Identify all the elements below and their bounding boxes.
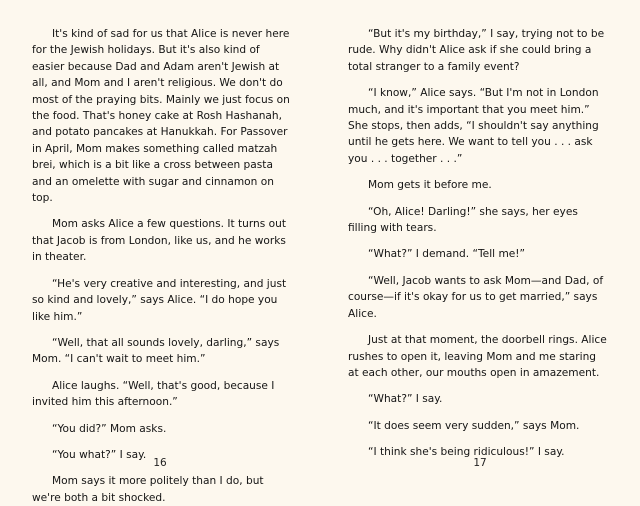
paragraph: “What?” I say. <box>368 393 443 406</box>
paragraph: Mom says it more politely than I do, but we're both a bit shocked. <box>32 475 264 504</box>
paragraph: “You did?” Mom asks. <box>52 422 167 435</box>
paragraph: “It does seem very sudden,” says Mom. <box>368 419 580 432</box>
paragraph: “He's very creative and interesting, and just so kind and lovely,” says Alice. “I do hope you like him.” <box>32 277 287 323</box>
paragraph: Just at that moment, the doorbell rings. Alice rushes to open it, leaving Mom and me staring at each other, our mouths open in amazement. <box>348 334 607 379</box>
paragraph: It's kind of sad for us that Alice is never here for the Jewish holidays. But it's also kind of easier because Dad and Adam aren't Jewish at all, and Mom and I aren't religious. We don't do most of the praying bits. Mainly we just focus on the food. That's honey cake at Rosh Hashanah, and potato pancakes at Hanukkah. For Passover in April, Mom makes something called matzah brei, which is a bit like a cross between pasta and an omelette with sugar and cinnamon on top. <box>32 28 290 205</box>
paragraph: Mom asks Alice a few questions. It turns out that Jacob is from London, like us, and he works in theater. <box>32 218 286 264</box>
paragraph: “What?” I demand. “Tell me!” <box>368 248 526 261</box>
paragraph: “I think she's being ridiculous!” I say. <box>368 446 565 459</box>
paragraph: “But it's my birthday,” I say, trying not to be rude. Why didn't Alice ask if she could bring a total stranger to a family event? <box>348 28 605 73</box>
paragraph: Alice laughs. “Well, that's good, because I invited him this afternoon.” <box>32 379 275 409</box>
paragraph: “Oh, Alice! Darling!” she says, her eyes filling with tears. <box>348 205 578 235</box>
paragraph: “You what?” I say. <box>52 448 147 461</box>
page-number: 16 <box>153 457 167 469</box>
paragraph: “I know,” Alice says. “But I'm not in London much, and it's important that you meet him.” She stops, then adds, “I shouldn't say anything until he gets here. We want to tell you . . . ask you . . . together . . .” <box>348 87 599 165</box>
paragraph: “Well, that all sounds lovely, darling,” says Mom. “I can't wait to meet him.” <box>32 336 280 366</box>
page-left <box>0 0 320 504</box>
page-number: 17 <box>473 457 487 469</box>
paragraph: “Well, Jacob wants to ask Mom—and Dad, of course—if it's okay for us to get married,” says Alice. <box>348 274 604 320</box>
page-right <box>320 0 640 487</box>
paragraph: Mom gets it before me. <box>368 179 492 192</box>
